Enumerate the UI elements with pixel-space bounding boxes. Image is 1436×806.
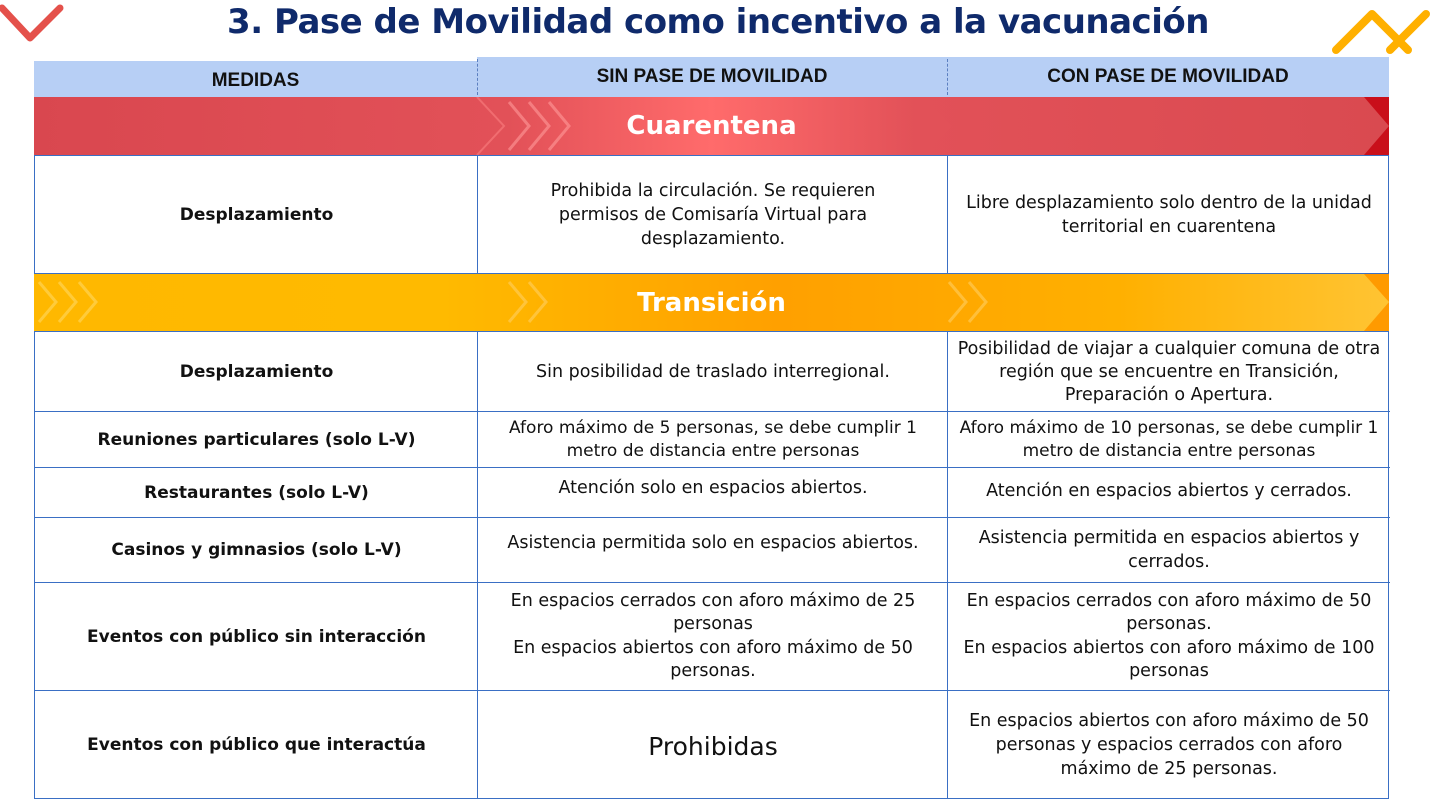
row-con-pase: Libre desplazamiento solo dentro de la unidad territorial en cuarentena (966, 192, 1372, 237)
band-transicion-label: Transición (637, 287, 786, 318)
row-medida: Eventos con público sin interacción (87, 626, 426, 647)
row-con-pase: Posibilidad de viajar a cualquier comuna de otra región que se encuentre en Transición, Preparación o Apertura. (957, 338, 1381, 405)
row-sin-pase: Prohibidas (648, 732, 778, 761)
header-divider (947, 59, 948, 95)
band-transicion (34, 274, 1389, 331)
row-sin-pase: Sin posibilidad de traslado interregional. (536, 362, 890, 382)
row-sin-pase: En espacios cerrados con aforo máximo de 25 personas En espacios abiertos con aforo máximo de 50 personas. (510, 590, 916, 681)
cuarentena-section (34, 155, 1389, 274)
band-cuarentena-label: Cuarentena (626, 111, 797, 141)
band-cuarentena (34, 97, 1389, 155)
row-con-pase: Atención en espacios abiertos y cerrados. (986, 480, 1352, 501)
header-con-pase: CON PASE DE MOVILIDAD (947, 57, 1389, 97)
row-con-pase: Aforo máximo de 10 personas, se debe cumplir 1 metro de distancia entre personas (959, 417, 1379, 461)
row-sin-pase: Asistencia permitida solo en espacios abiertos. (507, 533, 919, 553)
row-con-pase: En espacios abiertos con aforo máximo de 50 personas y espacios cerrados con aforo máximo de 25 personas. (969, 710, 1369, 779)
row-sin-pase: Atención solo en espacios abiertos. (558, 478, 868, 498)
comparison-table (34, 57, 1389, 799)
header-sin-pase: SIN PASE DE MOVILIDAD (477, 57, 947, 97)
row-medida: Eventos con público que interactúa (87, 734, 426, 755)
header-divider (477, 59, 478, 95)
transicion-section (34, 331, 1389, 799)
row-sin-pase: Prohibida la circulación. Se requieren permisos de Comisaría Virtual para desplazamiento. (550, 180, 876, 249)
row-medida: Casinos y gimnasios (solo L-V) (111, 540, 402, 560)
row-con-pase: En espacios cerrados con aforo máximo de 50 personas. En espacios abiertos con aforo máximo de 100 personas (963, 590, 1375, 681)
row-medida: Reuniones particulares (solo L-V) (97, 429, 416, 450)
row-sin-pase: Aforo máximo de 5 personas, se debe cumplir 1 metro de distancia entre personas (509, 417, 917, 461)
row-medida: Desplazamiento (179, 204, 334, 225)
row-medida: Restaurantes (solo L-V) (144, 482, 369, 503)
header-medidas: MEDIDAS (34, 61, 477, 101)
page-title: 3. Pase de Movilidad como incentivo a la vacunación (227, 2, 1209, 42)
row-con-pase: Asistencia permitida en espacios abiertos y cerrados. (978, 528, 1360, 572)
row-medida: Desplazamiento (179, 362, 334, 382)
